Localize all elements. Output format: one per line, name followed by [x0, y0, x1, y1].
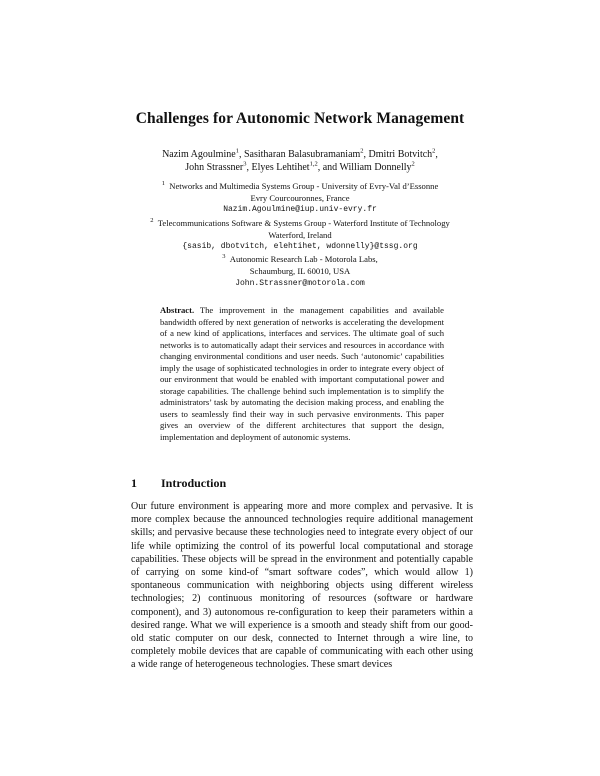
author-line-2 — [0, 161, 600, 174]
author-name: Sasitharan Balasubramaniam — [243, 149, 361, 160]
author-separator: , — [435, 149, 438, 160]
author-separator: , — [246, 162, 252, 173]
author-affil-mark: 2 — [360, 147, 364, 155]
section-body-text: Our future environment is appearing more and more complex and pervasive. It is more complex because the announced technologies require additional management skills; and pervasive because these technologies need to integrate every object of our life while optimizing the control of its powerful local computational and storage capabilities. These objects will be spread in the environment and potentially capable of carrying on some kind-of “smart software codes”, which would allow 1) spontaneous communication with neighboring objects using different wireless technologies; 2) continuous monitoring of resources (software or hardware component), and 3) autonomous re-configuration to keep their parameters within a desired range. What we will experience is a smooth and steady shift from our good-old static computer on our desk, connected to Internet through a wire line, to completely mobile devices that are capable of communicating with each other using a wide range of heterogeneous technologies. These smart devices — [131, 501, 473, 671]
author-affil-mark: 2 — [432, 147, 436, 155]
author-affil-mark: 1,2 — [309, 160, 318, 168]
author-name: William Donnelly — [339, 162, 412, 173]
affiliation-2-line-1 — [0, 217, 600, 229]
affiliation-list — [0, 180, 600, 290]
author-name: John Strassner — [185, 162, 244, 173]
author-name: Elyes Lehtihet — [251, 162, 310, 173]
affiliation-2-email[interactable]: {sasib, dbotvitch, elehtihet, wdonnelly}@tssg.org — [182, 242, 418, 252]
abstract-text: The improvement in the management capabilities and available bandwidth offered by next generation of networks is accelerating the development of a new kind of applications, interfaces and services. The ultimate goal of such networks is to automatically adapt their services and resources in accordance with changing environmental conditions and user needs. Such ‘autonomic’ capabilities imply the usage of sophisticated technologies in order to integrate every object of our environment that would be enabled with important computational power and storage capabilities. The challenge behind such implementation is to simplify the administrators’ task by automating the decision making process, and enabling the users to seamlessly find their way in such pervasive environments. This paper gives an overview of the different architectures that support the design, implementation and deployment of autonomic systems. — [160, 305, 444, 443]
affiliation-mark: 3 — [222, 253, 226, 261]
affiliation-3-line-2: Schaumburg, IL 60010, USA — [249, 266, 351, 277]
affiliation-3-line-1 — [0, 253, 600, 265]
section-number: 1 — [131, 476, 137, 490]
affiliation-2-line-2: Waterford, Ireland — [268, 229, 332, 240]
author-list — [0, 148, 600, 174]
affiliation-mark: 2 — [150, 216, 154, 224]
author-name: Nazim Agoulmine — [162, 149, 236, 160]
affiliation-text: Networks and Multimedia Systems Group - University of Evry-Val d’Essonne — [169, 181, 439, 191]
author-affil-mark: 2 — [411, 160, 415, 168]
author-name: Dmitri Botvitch — [368, 149, 433, 160]
section-heading — [131, 476, 226, 491]
author-affil-mark: 3 — [243, 160, 247, 168]
affiliation-3-email[interactable]: John.Strassner@motorola.com — [235, 278, 365, 288]
author-separator: , — [238, 149, 244, 160]
affiliation-1-line-1 — [0, 180, 600, 192]
affiliation-text: Telecommunications Software & Systems Group - Waterford Institute of Technology — [157, 217, 450, 228]
affiliation-1-line-2: Evry Courcouronnes, France — [250, 193, 350, 204]
affiliation-mark: 1 — [161, 180, 165, 188]
author-affil-mark: 1 — [235, 147, 239, 155]
author-separator: , and — [317, 162, 340, 173]
paper-title: Challenges for Autonomic Network Management — [135, 110, 465, 127]
affiliation-1-email[interactable]: Nazim.Agoulmine@iup.univ-evry.fr — [223, 205, 377, 215]
section-title: Introduction — [161, 476, 227, 490]
affiliation-text: Autonomic Research Lab - Motorola Labs, — [229, 254, 378, 265]
abstract — [160, 305, 444, 444]
abstract-label: Abstract. — [160, 305, 195, 315]
author-line-1 — [0, 148, 600, 161]
author-separator: , — [363, 149, 369, 160]
